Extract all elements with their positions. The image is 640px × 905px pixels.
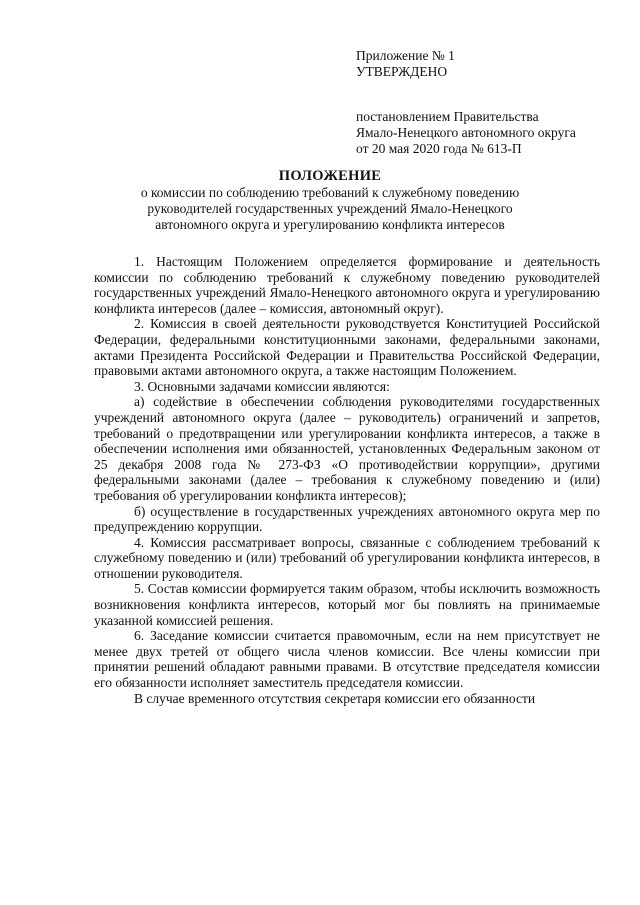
paragraph-7: В случае временного отсутствия секретаря комиссии его обязанности bbox=[134, 690, 536, 706]
paragraph-6: 6. Заседание комиссии считается правомочным, если на нем присутствует не менее двух третей от общего числа членов комиссии. Все члены комиссии при принятии решений обладают равными правами. В отсутствие председателя комиссии его обязанности исполняет заместитель председателя комиссии. bbox=[94, 628, 600, 691]
paragraph-4: 4. Комиссия рассматривает вопросы, связанные с соблюдением требований к служебному поведению и (или) требований об урегулировании конфликта интересов, в отношении руководителя. bbox=[94, 534, 600, 581]
paragraph-3: 3. Основными задачами комиссии являются: bbox=[134, 378, 390, 394]
document-subtitle-line-2: руководителей государственных учреждений Ямало-Ненецкого bbox=[147, 201, 513, 216]
document-title: ПОЛОЖЕНИЕ bbox=[278, 168, 382, 184]
appendix-number: Приложение № 1 bbox=[356, 48, 455, 63]
paragraph-3b: б) осуществление в государственных учреждениях автономного округа мер по предупреждению коррупции. bbox=[94, 503, 600, 535]
paragraph-5: 5. Состав комиссии формируется таким образом, чтобы исключить возможность возникновения конфликта интересов, который мог бы повлиять на принимаемые указанной комиссией решения. bbox=[94, 581, 600, 628]
approval-line-1: постановлением Правительства bbox=[356, 109, 539, 124]
paragraph-1: 1. Настоящим Положением определяется формирование и деятельность комиссии по соблюдению требований к служебному поведению руководителей государственных учреждений Ямало-Ненецкого автономного округа и урегулированию конфликта интересов (далее – комиссия, автономный округ). bbox=[94, 254, 600, 316]
approval-block bbox=[356, 48, 626, 157]
document-body bbox=[94, 254, 600, 706]
document-subtitle-line-1: о комиссии по соблюдению требований к служебному поведению bbox=[140, 185, 520, 200]
document-subtitle-line-3: автономного округа и урегулированию конфликта интересов bbox=[155, 217, 505, 232]
paragraph-3a: а) содействие в обеспечении соблюдения руководителями государственных учреждений автономного округа (далее – руководитель) ограничений и запретов, требований о предотвращении или урегулировании конфликта интересов, а также в обеспечении исполнения ими обязанностей, установленных Федеральным законом от 25 декабря 2008 года № 273-ФЗ «О противодействии коррупции», другими федеральными законами (далее – требования к служебному поведению и (или) требования об урегулировании конфликта интересов); bbox=[94, 394, 600, 503]
spacer bbox=[356, 80, 626, 109]
approval-line-2: Ямало-Ненецкого автономного округа bbox=[356, 125, 576, 140]
paragraph-2: 2. Комиссия в своей деятельности руководствуется Конституцией Российской Федерации, федеральными конституционными законами, федеральными законами, актами Президента Российской Федерации и Правительства Российской Федерации, правовыми актами автономного округа, а также настоящим Положением. bbox=[94, 316, 600, 379]
approval-line-3: от 20 мая 2020 года № 613-П bbox=[356, 141, 522, 156]
document-heading bbox=[60, 168, 600, 233]
approved-label: УТВЕРЖДЕНО bbox=[356, 64, 448, 79]
